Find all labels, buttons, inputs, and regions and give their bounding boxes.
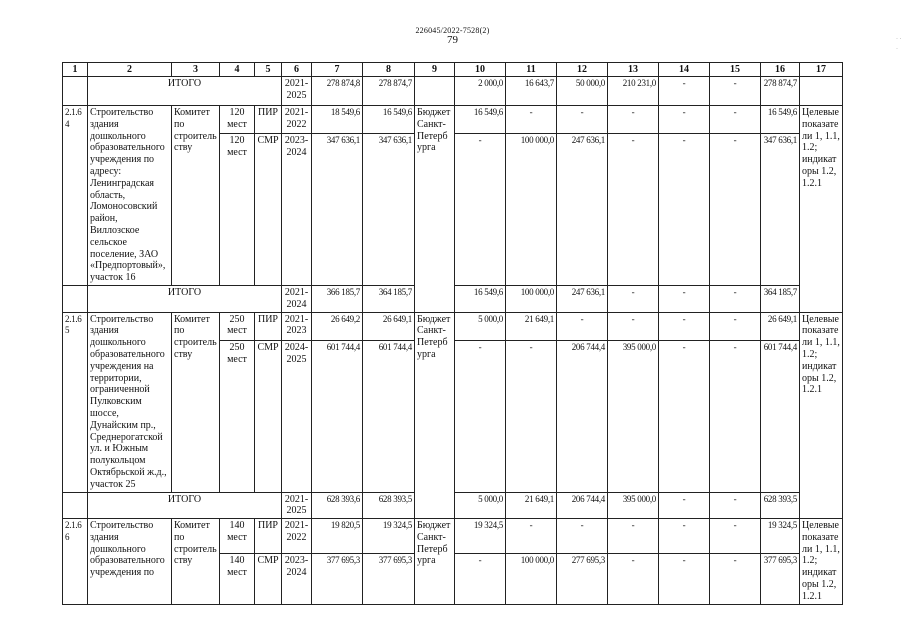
value-cell-14: - (659, 492, 710, 519)
col-header: 8 (363, 63, 415, 77)
work-type-cell: ПИР (255, 312, 282, 341)
itogo-label: ИТОГО (88, 492, 282, 519)
value-cell-12: - (557, 519, 608, 554)
value-cell-7: 628 393,6 (312, 492, 363, 519)
col-header: 17 (800, 63, 843, 77)
customer-cell: Комитет по строительству (172, 106, 220, 286)
funding-source-cell: Бюджет Санкт-Петербурга (415, 106, 455, 313)
value-cell-10: 5 000,0 (455, 492, 506, 519)
value-cell-16: 26 649,1 (761, 312, 800, 341)
value-cell-15: - (710, 77, 761, 106)
funding-source-cell: Бюджет Санкт-Петербурга (415, 519, 455, 605)
value-cell-15: - (710, 554, 761, 605)
row-number: 2.1.65 (63, 312, 88, 492)
object-name: Строительство здания дошкольного образовательного учреждения по адресу: Ленинградская область, Ломоносовский район, Виллозское сельское поселение, ЗАО «Предпортовый», участок 16 (88, 106, 172, 286)
years-cell: 2021-2025 (282, 77, 312, 106)
value-cell-15: - (710, 519, 761, 554)
value-cell-14: - (659, 554, 710, 605)
capacity-cell: 120 мест (220, 106, 255, 134)
table-row (63, 519, 843, 554)
value-cell-16: 19 324,5 (761, 519, 800, 554)
target-indicators-cell: Целевые показатели 1, 1.1, 1.2; индикаторы 1.2, 1.2.1 (800, 312, 843, 519)
value-cell-12: 206 744,4 (557, 341, 608, 492)
table-row (63, 312, 843, 341)
value-cell-7: 278 874,8 (312, 77, 363, 106)
value-cell-7: 19 820,5 (312, 519, 363, 554)
value-cell-11: - (506, 341, 557, 492)
years-cell: 2021-2022 (282, 106, 312, 134)
value-cell-13: - (608, 554, 659, 605)
value-cell-13: - (608, 134, 659, 286)
work-type-cell: СМР (255, 134, 282, 286)
value-cell-11: 21 649,1 (506, 312, 557, 341)
value-cell-7: 366 185,7 (312, 285, 363, 312)
value-cell-13: 395 000,0 (608, 341, 659, 492)
col-header: 14 (659, 63, 710, 77)
value-cell-8: 19 324,5 (363, 519, 415, 554)
col-header: 5 (255, 63, 282, 77)
itogo-row (63, 77, 843, 106)
value-cell-11: - (506, 519, 557, 554)
empty-cell (415, 77, 455, 106)
capacity-cell: 250 мест (220, 341, 255, 492)
capacity-cell: 120 мест (220, 134, 255, 286)
years-cell: 2023-2024 (282, 134, 312, 286)
value-cell-13: 210 231,0 (608, 77, 659, 106)
value-cell-12: 247 636,1 (557, 134, 608, 286)
value-cell-14: - (659, 134, 710, 286)
value-cell-14: - (659, 285, 710, 312)
target-indicators-cell: Целевые показатели 1, 1.1, 1.2; индикаторы 1.2, 1.2.1 (800, 519, 843, 605)
col-header: 9 (415, 63, 455, 77)
value-cell-8: 278 874,7 (363, 77, 415, 106)
value-cell-13: - (608, 519, 659, 554)
col-header: 13 (608, 63, 659, 77)
value-cell-12: 50 000,0 (557, 77, 608, 106)
value-cell-16: 364 185,7 (761, 285, 800, 312)
value-cell-11: 100 000,0 (506, 134, 557, 286)
value-cell-15: - (710, 134, 761, 286)
value-cell-16: 278 874,7 (761, 77, 800, 106)
value-cell-14: - (659, 77, 710, 106)
empty-cell (63, 285, 88, 312)
value-cell-11: - (506, 106, 557, 134)
row-number: 2.1.64 (63, 106, 88, 286)
col-header: 10 (455, 63, 506, 77)
value-cell-8: 601 744,4 (363, 341, 415, 492)
funding-source-cell: Бюджет Санкт-Петербурга (415, 312, 455, 519)
empty-cell (63, 77, 88, 106)
value-cell-7: 601 744,4 (312, 341, 363, 492)
col-header: 2 (88, 63, 172, 77)
value-cell-15: - (710, 312, 761, 341)
page-number: 79 (447, 34, 458, 46)
col-header: 4 (220, 63, 255, 77)
value-cell-8: 377 695,3 (363, 554, 415, 605)
value-cell-14: - (659, 106, 710, 134)
value-cell-14: - (659, 341, 710, 492)
row-number: 2.1.66 (63, 519, 88, 605)
value-cell-10: 19 324,5 (455, 519, 506, 554)
empty-cell (800, 77, 843, 106)
value-cell-10: - (455, 134, 506, 286)
value-cell-7: 347 636,1 (312, 134, 363, 286)
col-header: 6 (282, 63, 312, 77)
itogo-label: ИТОГО (88, 285, 282, 312)
work-type-cell: СМР (255, 554, 282, 605)
value-cell-15: - (710, 285, 761, 312)
col-header: 16 (761, 63, 800, 77)
customer-cell: Комитет по строительству (172, 312, 220, 492)
value-cell-16: 16 549,6 (761, 106, 800, 134)
table-row (63, 106, 843, 134)
capacity-cell: 140 мест (220, 519, 255, 554)
value-cell-12: - (557, 312, 608, 341)
empty-cell (63, 492, 88, 519)
years-cell: 2021-2025 (282, 492, 312, 519)
value-cell-7: 377 695,3 (312, 554, 363, 605)
years-cell: 2021-2023 (282, 312, 312, 341)
value-cell-15: - (710, 492, 761, 519)
value-cell-11: 100 000,0 (506, 554, 557, 605)
value-cell-8: 26 649,1 (363, 312, 415, 341)
column-numbers-row (63, 63, 843, 77)
value-cell-12: 206 744,4 (557, 492, 608, 519)
work-type-cell: ПИР (255, 106, 282, 134)
value-cell-10: 16 549,6 (455, 285, 506, 312)
value-cell-8: 364 185,7 (363, 285, 415, 312)
capacity-cell: 140 мест (220, 554, 255, 605)
value-cell-10: 16 549,6 (455, 106, 506, 134)
col-header: 3 (172, 63, 220, 77)
budget-table (62, 62, 843, 605)
col-header: 11 (506, 63, 557, 77)
years-cell: 2021-2022 (282, 519, 312, 554)
margin-marks: · · · (896, 36, 902, 52)
years-cell: 2021-2024 (282, 285, 312, 312)
value-cell-8: 628 393,5 (363, 492, 415, 519)
value-cell-7: 26 649,2 (312, 312, 363, 341)
value-cell-16: 601 744,4 (761, 341, 800, 492)
value-cell-8: 16 549,6 (363, 106, 415, 134)
value-cell-16: 628 393,5 (761, 492, 800, 519)
value-cell-8: 347 636,1 (363, 134, 415, 286)
value-cell-10: 5 000,0 (455, 312, 506, 341)
value-cell-16: 347 636,1 (761, 134, 800, 286)
value-cell-13: - (608, 312, 659, 341)
value-cell-12: 277 695,3 (557, 554, 608, 605)
customer-cell: Комитет по строительству (172, 519, 220, 605)
col-header: 1 (63, 63, 88, 77)
target-indicators-cell: Целевые показатели 1, 1.1, 1.2; индикаторы 1.2, 1.2.1 (800, 106, 843, 313)
value-cell-11: 100 000,0 (506, 285, 557, 312)
object-name: Строительство здания дошкольного образовательного учреждения на территории, ограниченной Пулковским шоссе, Дунайским пр., Среднерогатской ул. и Южным полукольцом Октябрьской ж.д., участок 25 (88, 312, 172, 492)
value-cell-10: - (455, 341, 506, 492)
value-cell-14: - (659, 519, 710, 554)
capacity-cell: 250 мест (220, 312, 255, 341)
value-cell-11: 21 649,1 (506, 492, 557, 519)
value-cell-14: - (659, 312, 710, 341)
value-cell-16: 377 695,3 (761, 554, 800, 605)
itogo-label: ИТОГО (88, 77, 282, 106)
value-cell-13: 395 000,0 (608, 492, 659, 519)
object-name: Строительство здания дошкольного образовательного учреждения по (88, 519, 172, 605)
work-type-cell: ПИР (255, 519, 282, 554)
col-header: 12 (557, 63, 608, 77)
value-cell-7: 18 549,6 (312, 106, 363, 134)
value-cell-13: - (608, 285, 659, 312)
years-cell: 2023-2024 (282, 554, 312, 605)
value-cell-12: - (557, 106, 608, 134)
value-cell-10: 2 000,0 (455, 77, 506, 106)
work-type-cell: СМР (255, 341, 282, 492)
value-cell-11: 16 643,7 (506, 77, 557, 106)
col-header: 15 (710, 63, 761, 77)
col-header: 7 (312, 63, 363, 77)
value-cell-15: - (710, 106, 761, 134)
value-cell-13: - (608, 106, 659, 134)
years-cell: 2024-2025 (282, 341, 312, 492)
value-cell-12: 247 636,1 (557, 285, 608, 312)
value-cell-15: - (710, 341, 761, 492)
value-cell-10: - (455, 554, 506, 605)
document-number: 226045/2022-7528(2) (415, 26, 490, 35)
